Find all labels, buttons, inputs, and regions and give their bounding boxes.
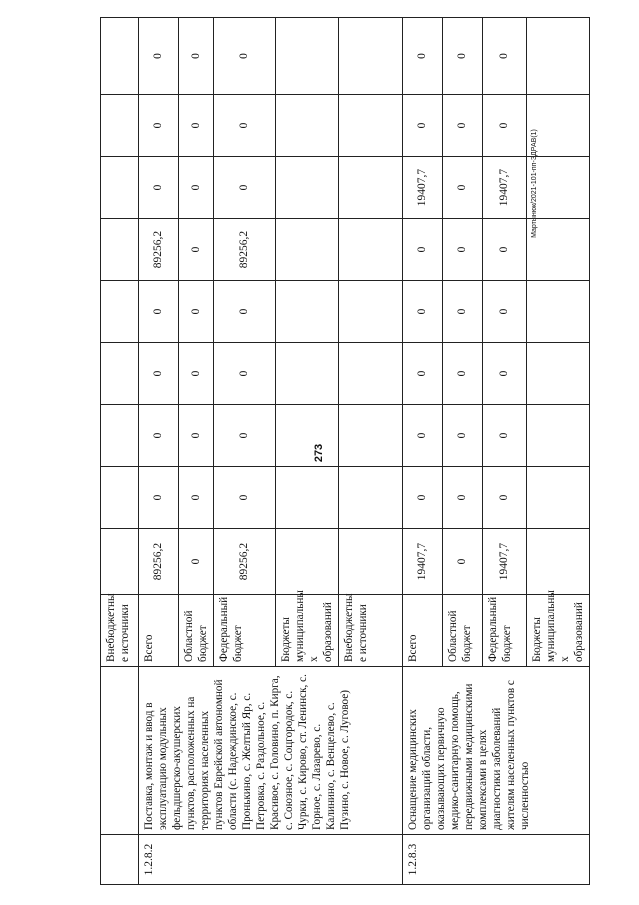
budget-table bbox=[100, 17, 590, 885]
funding-source: Областной бюджет bbox=[443, 595, 483, 667]
value-cell bbox=[101, 467, 139, 529]
value-cell: 0 bbox=[403, 343, 443, 405]
value-cell: 0 bbox=[483, 343, 527, 405]
value-cell bbox=[527, 95, 590, 157]
value-cell bbox=[339, 405, 403, 467]
value-cell: 0 bbox=[483, 467, 527, 529]
value-cell: 0 bbox=[179, 405, 214, 467]
value-cell: 0 bbox=[179, 18, 214, 95]
value-cell bbox=[339, 281, 403, 343]
value-cell: 0 bbox=[403, 405, 443, 467]
value-cell bbox=[527, 219, 590, 281]
value-cell bbox=[101, 18, 139, 95]
value-cell bbox=[339, 467, 403, 529]
value-cell bbox=[339, 343, 403, 405]
value-cell bbox=[101, 343, 139, 405]
value-cell bbox=[527, 157, 590, 219]
value-cell bbox=[276, 467, 339, 529]
value-cell bbox=[527, 18, 590, 95]
value-cell: 0 bbox=[179, 157, 214, 219]
value-cell: 0 bbox=[214, 343, 276, 405]
value-cell bbox=[101, 529, 139, 595]
value-cell bbox=[276, 157, 339, 219]
value-cell bbox=[101, 281, 139, 343]
value-cell bbox=[339, 219, 403, 281]
value-cell bbox=[276, 95, 339, 157]
page-number: 273 bbox=[313, 443, 326, 463]
value-cell: 0 bbox=[139, 18, 179, 95]
value-cell: 0 bbox=[179, 529, 214, 595]
value-cell bbox=[101, 219, 139, 281]
value-cell bbox=[101, 157, 139, 219]
value-cell: 0 bbox=[403, 18, 443, 95]
value-cell: 0 bbox=[214, 281, 276, 343]
measure-code: 1.2.8.3 bbox=[403, 835, 590, 885]
value-cell: 0 bbox=[443, 467, 483, 529]
table-sheet bbox=[100, 18, 585, 885]
value-cell bbox=[276, 219, 339, 281]
value-cell bbox=[339, 95, 403, 157]
measure-name: Поставка, монтаж и ввод в эксплуатацию модульных фельдшерско-акушерских пунктов, расположенных на территориях населенных пунктов Еврейской автономной области (с. Надеждинское, с. Пронькино, с. Желтый Яр, с. Петровка, с. Раздольное, с. Красивое, с. Головино, п. Кирга, с. Союзное, с. Соцгородок, с. Чурки, с. Кирово, ст. Ленинск, с. Горное, с. Лазарево, с. Калинино, с. Венцелево, с. Пузино, с. Новое, с. Луговое) bbox=[139, 667, 403, 835]
name-cell bbox=[101, 667, 139, 835]
value-cell bbox=[339, 529, 403, 595]
rotated-table-wrapper bbox=[100, 18, 585, 885]
value-cell bbox=[276, 405, 339, 467]
value-cell bbox=[339, 18, 403, 95]
value-cell: 0 bbox=[139, 405, 179, 467]
funding-source: Федеральный бюджет bbox=[483, 595, 527, 667]
value-cell: 19407,7 bbox=[483, 157, 527, 219]
value-cell: 0 bbox=[483, 18, 527, 95]
funding-source: Бюджеты муниципальны х образований bbox=[527, 595, 590, 667]
value-cell: 0 bbox=[214, 18, 276, 95]
value-cell: 19407,7 bbox=[483, 529, 527, 595]
value-cell: 0 bbox=[483, 405, 527, 467]
value-cell: 0 bbox=[139, 281, 179, 343]
table-row bbox=[139, 18, 179, 885]
value-cell: 0 bbox=[443, 405, 483, 467]
value-cell bbox=[276, 281, 339, 343]
value-cell: 0 bbox=[483, 281, 527, 343]
code-cell bbox=[101, 835, 139, 885]
table-row bbox=[403, 18, 443, 885]
value-cell bbox=[527, 529, 590, 595]
value-cell bbox=[276, 529, 339, 595]
value-cell: 19407,7 bbox=[403, 529, 443, 595]
value-cell: 0 bbox=[179, 343, 214, 405]
measure-name: Оснащение медицинских организаций области, оказывающих первичную медико-санитарную помощь, передвижными медицинскими комплексами в целях диагностики заболеваний жителям населенных пунктов с численностью bbox=[403, 667, 590, 835]
value-cell: 0 bbox=[179, 219, 214, 281]
value-cell bbox=[527, 343, 590, 405]
header-row bbox=[101, 18, 139, 885]
value-cell bbox=[101, 405, 139, 467]
value-cell: 89256,2 bbox=[139, 529, 179, 595]
value-cell: 0 bbox=[139, 95, 179, 157]
value-cell bbox=[527, 467, 590, 529]
value-cell: 0 bbox=[214, 157, 276, 219]
value-cell: 89256,2 bbox=[139, 219, 179, 281]
value-cell bbox=[527, 405, 590, 467]
value-cell: 0 bbox=[443, 281, 483, 343]
value-cell bbox=[527, 281, 590, 343]
value-cell: 0 bbox=[179, 467, 214, 529]
value-cell bbox=[339, 157, 403, 219]
funding-source: Федеральный бюджет bbox=[214, 595, 276, 667]
value-cell: 89256,2 bbox=[214, 219, 276, 281]
value-cell: 0 bbox=[139, 343, 179, 405]
funding-source: Внебюджетны е источники bbox=[339, 595, 403, 667]
value-cell: 0 bbox=[139, 467, 179, 529]
value-cell: 0 bbox=[483, 95, 527, 157]
value-cell: 89256,2 bbox=[214, 529, 276, 595]
funding-source: Бюджеты муниципальны х образований bbox=[276, 595, 339, 667]
value-cell: 0 bbox=[443, 95, 483, 157]
funding-source: Областной бюджет bbox=[179, 595, 214, 667]
value-cell: 0 bbox=[443, 157, 483, 219]
value-cell: 0 bbox=[179, 95, 214, 157]
funding-source: Всего bbox=[139, 595, 179, 667]
value-cell: 0 bbox=[403, 467, 443, 529]
value-cell: 0 bbox=[214, 95, 276, 157]
value-cell: 19407,7 bbox=[403, 157, 443, 219]
value-cell bbox=[276, 343, 339, 405]
funding-source: Всего bbox=[403, 595, 443, 667]
value-cell: 0 bbox=[443, 219, 483, 281]
measure-code: 1.2.8.2 bbox=[139, 835, 403, 885]
value-cell: 0 bbox=[139, 157, 179, 219]
value-cell bbox=[276, 18, 339, 95]
value-cell: 0 bbox=[403, 281, 443, 343]
value-cell: 0 bbox=[443, 18, 483, 95]
value-cell bbox=[101, 95, 139, 157]
value-cell: 0 bbox=[443, 529, 483, 595]
value-cell: 0 bbox=[214, 467, 276, 529]
document-code: Мартынюк/2021-101-пп-ЗДРАВ(1) bbox=[530, 129, 538, 238]
value-cell: 0 bbox=[214, 405, 276, 467]
value-cell: 0 bbox=[179, 281, 214, 343]
value-cell: 0 bbox=[403, 95, 443, 157]
value-cell: 0 bbox=[403, 219, 443, 281]
source-cell: Внебюджетны е источники bbox=[101, 595, 139, 667]
value-cell: 0 bbox=[483, 219, 527, 281]
value-cell: 0 bbox=[443, 343, 483, 405]
